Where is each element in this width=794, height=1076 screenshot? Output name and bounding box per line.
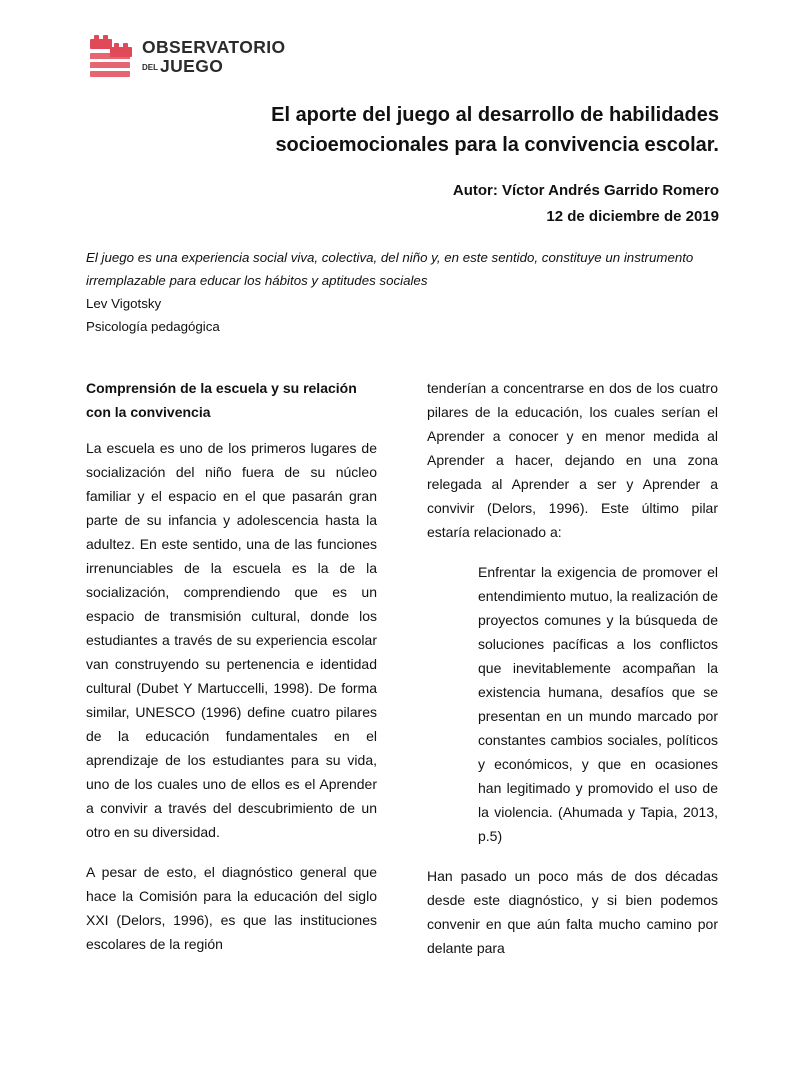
section-heading: Comprensión de la escuela y su relación con la convivencia	[86, 380, 357, 420]
right-paragraph-1: tenderían a concentrarse en dos de los cuatro pilares de la educación, los cuales serían el Aprender a conocer y en menor medida al Aprender a hacer, dejando en una zona relegada al Aprender a ser y Aprender a convivir (Delors, 1996). Este último pilar estaría relacionado a:	[427, 380, 718, 540]
publication-date: 12 de diciembre de 2019	[546, 208, 719, 225]
title-line1: El aporte del juego al desarrollo de habilidades	[271, 104, 719, 126]
epigraph-source: Psicología pedagógica	[86, 319, 220, 334]
right-column	[427, 376, 718, 976]
logo-line2-small: DEL	[142, 63, 158, 72]
epigraph-quote: El juego es una experiencia social viva, colectiva, del niño y, en este sentido, constituye un instrumento irremplazable para educar los hábitos y aptitudes sociales	[86, 250, 694, 288]
left-paragraph-1: La escuela es uno de los primeros lugares de socialización del niño fuera de su núcleo familiar y el espacio en el que pasarán gran parte de su infancia y adolescencia hasta la adultez. En este sentido, una de las funciones irrenunciables de la escuela es la de la socialización, comprendiendo que es un espacio de transmisión cultural, donde los estudiantes a través de su experiencia escolar van construyendo su pertenencia e identidad cultural (Dubet Y Martuccelli, 1998). De forma similar, UNESCO (1996) define cuatro pilares de la educación fundamentales en el aprendizaje de los estudiantes para su vida, uno de los cuales uno de ellos es el Aprender a convivir a través del descubrimiento de un otro en su diversidad.	[86, 440, 377, 840]
logo-line2-big: JUEGO	[160, 55, 224, 76]
author-name: Autor: Víctor Andrés Garrido Romero	[452, 182, 719, 199]
epigraph-author: Lev Vigotsky	[86, 296, 162, 311]
document-title	[159, 100, 719, 160]
title-line2: socioemocionales para la convivencia escolar.	[275, 134, 719, 156]
left-paragraph-2: A pesar de esto, el diagnóstico general que hace la Comisión para la educación del siglo XXI (Delors, 1996), es que las instituciones escolares de la región	[86, 864, 377, 952]
epigraph	[86, 246, 716, 338]
right-paragraph-2: Han pasado un poco más de dos décadas desde este diagnóstico, y si bien podemos convenir en que aún falta mucho camino por delante para	[427, 868, 718, 956]
logo-line1: OBSERVATORIO	[142, 37, 286, 57]
logo	[88, 33, 286, 79]
block-quote: Enfrentar la exigencia de promover el entendimiento mutuo, la realización de proyectos comunes y la búsqueda de soluciones pacíficas a los conflictos que inevitablemente acompañan la existencia humana, desafíos que se presentan en un mundo marcado por constantes cambios sociales, políticos y económicos, y que en ocasiones han legitimado y promovido el uso de la violencia. (Ahumada y Tapia, 2013, p.5)	[478, 564, 718, 844]
author-block	[453, 178, 719, 230]
left-column	[86, 376, 377, 972]
lego-brick-logo-icon	[88, 33, 134, 79]
